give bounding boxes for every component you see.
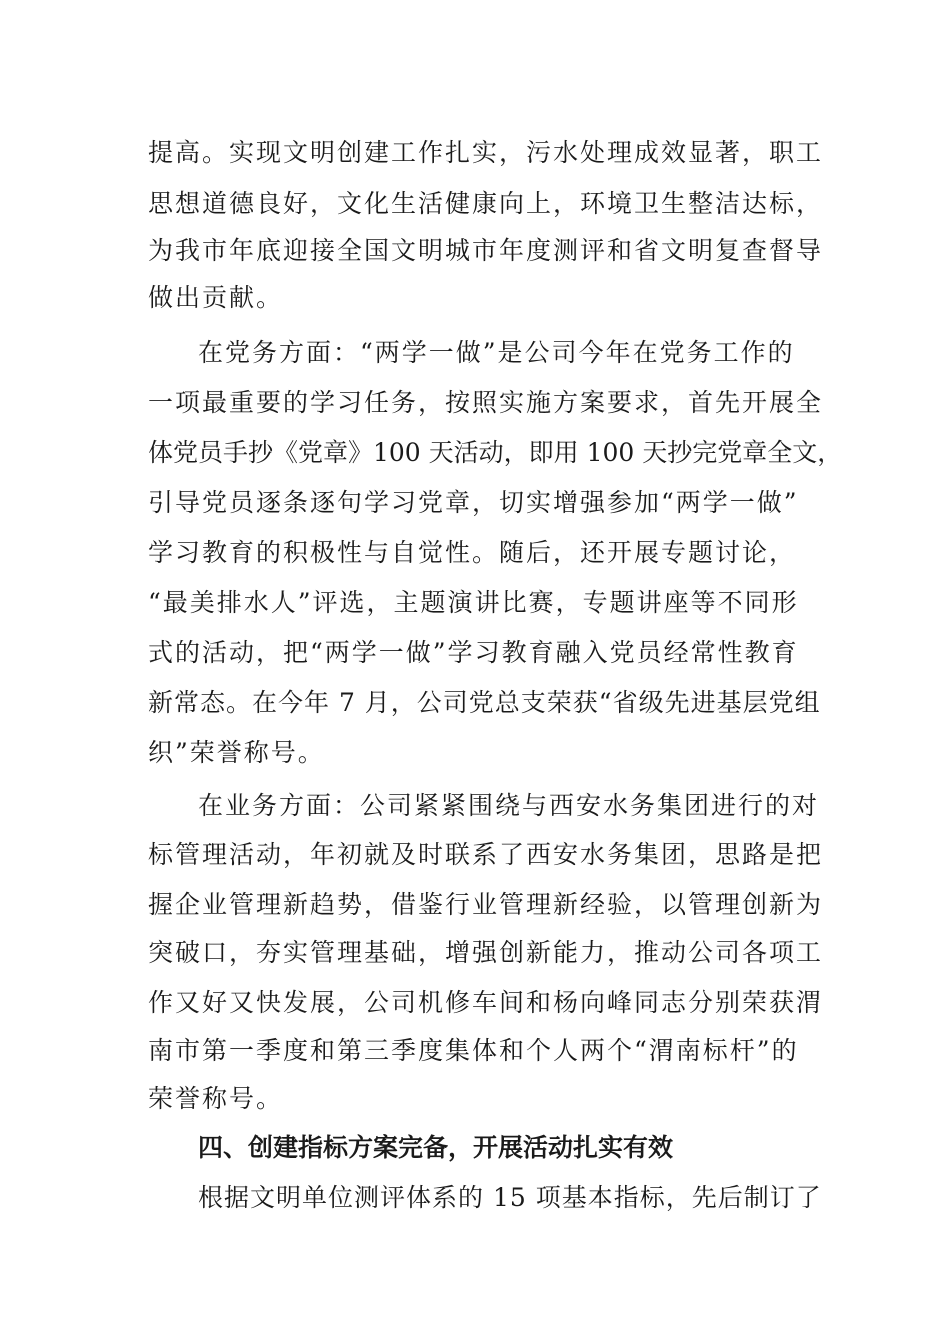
paragraph-line-indented: 在业务方面：公司紧紧围绕与西安水务集团进行的对 <box>198 791 820 820</box>
paragraph-line-indented: 根据文明单位测评体系的 15 项基本指标，先后制订了 <box>198 1183 822 1212</box>
paragraph-line: 引导党员逐条逐句学习党章，切实增强参加“两学一做” <box>148 488 799 517</box>
paragraph-line: 突破口，夯实管理基础，增强创新能力，推动公司各项工 <box>148 938 824 967</box>
paragraph-line-indented: 在党务方面：“两学一做”是公司今年在党务工作的 <box>198 338 795 367</box>
paragraph-line: 提高。实现文明创建工作扎实，污水处理成效显著，职工 <box>148 138 824 167</box>
paragraph-line: 荣誉称号。 <box>148 1084 284 1113</box>
paragraph-line: 南市第一季度和第三季度集体和个人两个“渭南标杆”的 <box>148 1036 799 1065</box>
paragraph-line: “最美排水人”评选，主题演讲比赛，专题讲座等不同形 <box>148 588 799 617</box>
paragraph-line: 新常态。在今年 7 月，公司党总支荣获“省级先进基层党组 <box>148 688 821 717</box>
paragraph-line: 作又好又快发展，公司机修车间和杨向峰同志分别荣获渭 <box>148 988 824 1017</box>
paragraph-line: 标管理活动，年初就及时联系了西安水务集团，思路是把 <box>148 840 824 869</box>
paragraph-line: 一项最重要的学习任务，按照实施方案要求，首先开展全 <box>148 388 824 417</box>
paragraph-line: 思想道德良好，文化生活健康向上，环境卫生整洁达标， <box>148 189 824 218</box>
paragraph-line: 握企业管理新趋势，借鉴行业管理新经验，以管理创新为 <box>148 890 824 919</box>
paragraph-line: 为我市年底迎接全国文明城市年度测评和省文明复查督导 <box>148 236 824 265</box>
paragraph-line: 体党员手抄《党章》100 天活动，即用 100 天抄完党章全文， <box>148 438 843 467</box>
paragraph-line: 学习教育的积极性与自觉性。随后，还开展专题讨论， <box>148 538 797 567</box>
paragraph-line: 织”荣誉称号。 <box>148 738 325 767</box>
paragraph-line: 做出贡献。 <box>148 283 284 312</box>
paragraph-line: 式的活动，把“两学一做”学习教育融入党员经常性教育 <box>148 638 799 667</box>
section-heading: 四、创建指标方案完备，开展活动扎实有效 <box>198 1133 674 1162</box>
